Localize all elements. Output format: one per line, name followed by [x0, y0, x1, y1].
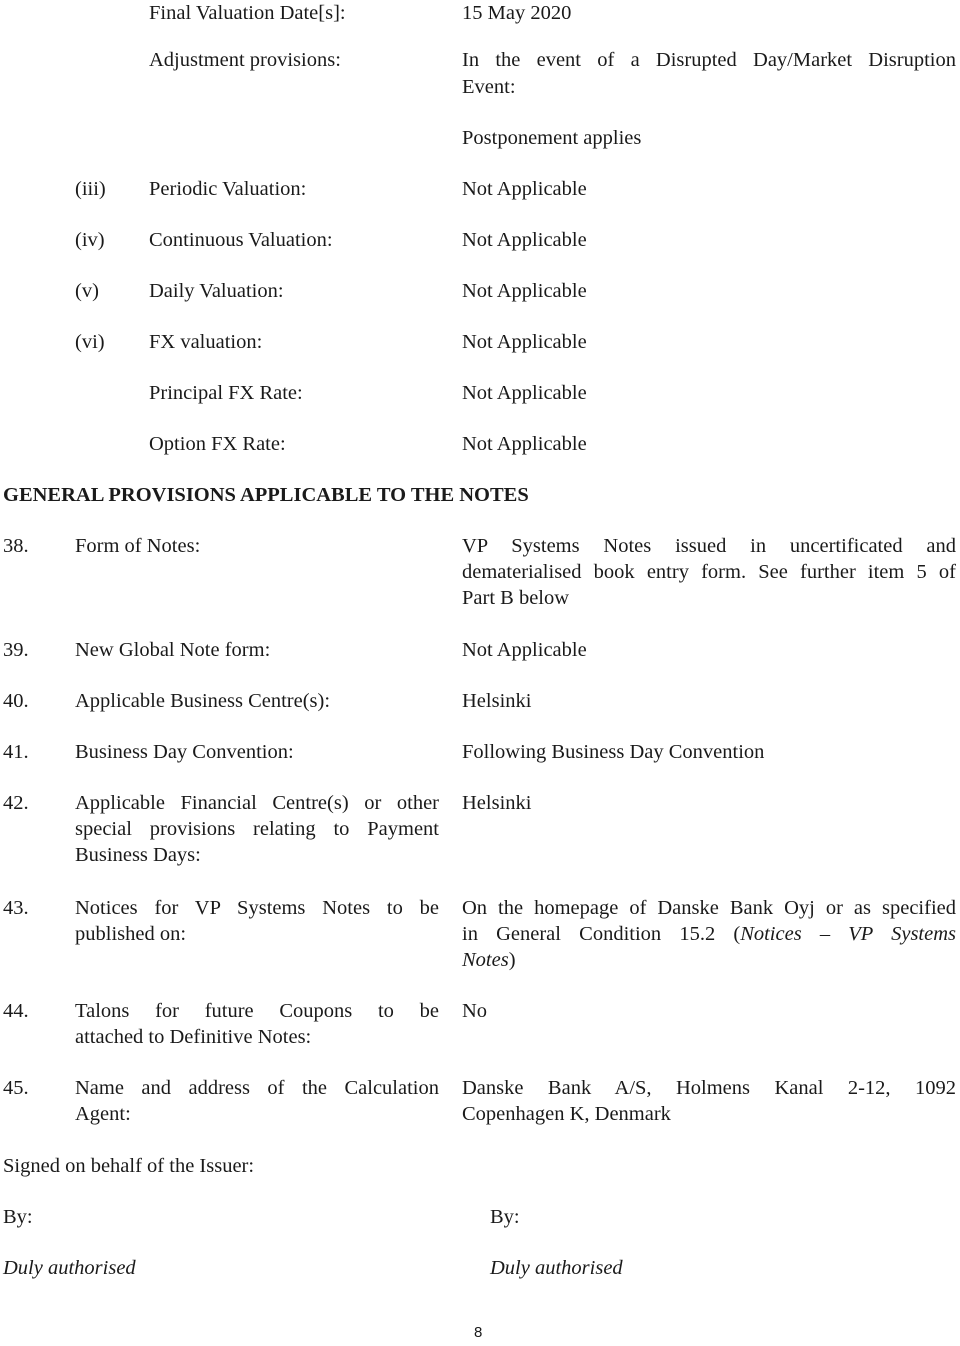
item-label: New Global Note form:	[75, 639, 271, 661]
item-value-line: No	[462, 1000, 488, 1022]
item-value-line: Following Business Day Convention	[462, 741, 765, 763]
item-num: 38.	[3, 535, 29, 557]
adjustment-provisions-extra: Postponement applies	[462, 127, 642, 149]
item-label: Business Day Convention:	[75, 741, 294, 763]
item-label: Talons for future Coupons to be	[75, 1000, 439, 1022]
valuation-row-label: Continuous Valuation:	[149, 229, 333, 251]
item-num: 41.	[3, 741, 29, 763]
valuation-row-num: (v)	[75, 280, 99, 302]
item-value-line-mixed	[462, 947, 516, 973]
final-valuation-date-value: 15 May 2020	[462, 2, 572, 24]
valuation-row-label: Principal FX Rate:	[149, 382, 303, 404]
valuation-row-value: Not Applicable	[462, 229, 587, 251]
item-label: special provisions relating to Payment	[75, 818, 439, 840]
valuation-row-label: Option FX Rate:	[149, 433, 286, 455]
item-label: Applicable Financial Centre(s) or other	[75, 792, 439, 814]
signature-by-left: By:	[3, 1206, 33, 1228]
item-value-line: Copenhagen K, Denmark	[462, 1103, 671, 1125]
item-label: Name and address of the Calculation	[75, 1077, 439, 1099]
item-value-line: dematerialised book entry form. See further item 5 of	[462, 561, 956, 583]
signature-role-right: Duly authorised	[490, 1257, 623, 1279]
item-value-line: Not Applicable	[462, 639, 587, 661]
item-value-line: Part B below	[462, 587, 570, 609]
item-num: 40.	[3, 690, 29, 712]
item-label: Business Days:	[75, 844, 201, 866]
valuation-row-value: Not Applicable	[462, 433, 587, 455]
item-value-line: VP Systems Notes issued in uncertificated and	[462, 535, 956, 557]
item-value-text: )	[508, 949, 516, 971]
item-value-line-mixed	[462, 921, 956, 947]
item-value-text: in General Condition 15.2 (	[462, 923, 741, 945]
section-heading: GENERAL PROVISIONS APPLICABLE TO THE NOTES	[3, 484, 529, 506]
page-number: 8	[474, 1324, 483, 1341]
item-label: Form of Notes:	[75, 535, 201, 557]
valuation-row-num: (iv)	[75, 229, 105, 251]
valuation-row-value: Not Applicable	[462, 280, 587, 302]
item-value-line: Danske Bank A/S, Holmens Kanal 2-12, 1092	[462, 1077, 956, 1099]
item-value-line: Helsinki	[462, 792, 532, 814]
item-value-italic: Notices – VP Systems	[740, 923, 956, 945]
signature-by-right: By:	[490, 1206, 520, 1228]
item-label: published on:	[75, 923, 187, 945]
item-num: 45.	[3, 1077, 29, 1099]
valuation-row-label: Periodic Valuation:	[149, 178, 307, 200]
signature-role-left: Duly authorised	[3, 1257, 136, 1279]
item-label: Notices for VP Systems Notes to be	[75, 897, 439, 919]
adjustment-provisions-value-line-1: In the event of a Disrupted Day/Market Disruption	[462, 49, 956, 71]
valuation-row-num: (vi)	[75, 331, 105, 353]
adjustment-provisions-value-line-2: Event:	[462, 76, 516, 98]
valuation-row-value: Not Applicable	[462, 331, 587, 353]
valuation-row-num: (iii)	[75, 178, 106, 200]
final-valuation-date-label: Final Valuation Date[s]:	[149, 2, 346, 24]
item-label: Applicable Business Centre(s):	[75, 690, 331, 712]
item-num: 44.	[3, 1000, 29, 1022]
valuation-row-label: FX valuation:	[149, 331, 263, 353]
item-num: 39.	[3, 639, 29, 661]
valuation-row-value: Not Applicable	[462, 382, 587, 404]
item-label: attached to Definitive Notes:	[75, 1026, 312, 1048]
item-value-line: Helsinki	[462, 690, 532, 712]
valuation-row-label: Daily Valuation:	[149, 280, 284, 302]
adjustment-provisions-label: Adjustment provisions:	[149, 49, 341, 71]
item-num: 42.	[3, 792, 29, 814]
signature-heading: Signed on behalf of the Issuer:	[3, 1155, 255, 1177]
item-value-line: On the homepage of Danske Bank Oyj or as specified	[462, 897, 956, 919]
valuation-row-value: Not Applicable	[462, 178, 587, 200]
item-value-italic: Notes	[462, 949, 509, 971]
item-label: Agent:	[75, 1103, 131, 1125]
item-num: 43.	[3, 897, 29, 919]
